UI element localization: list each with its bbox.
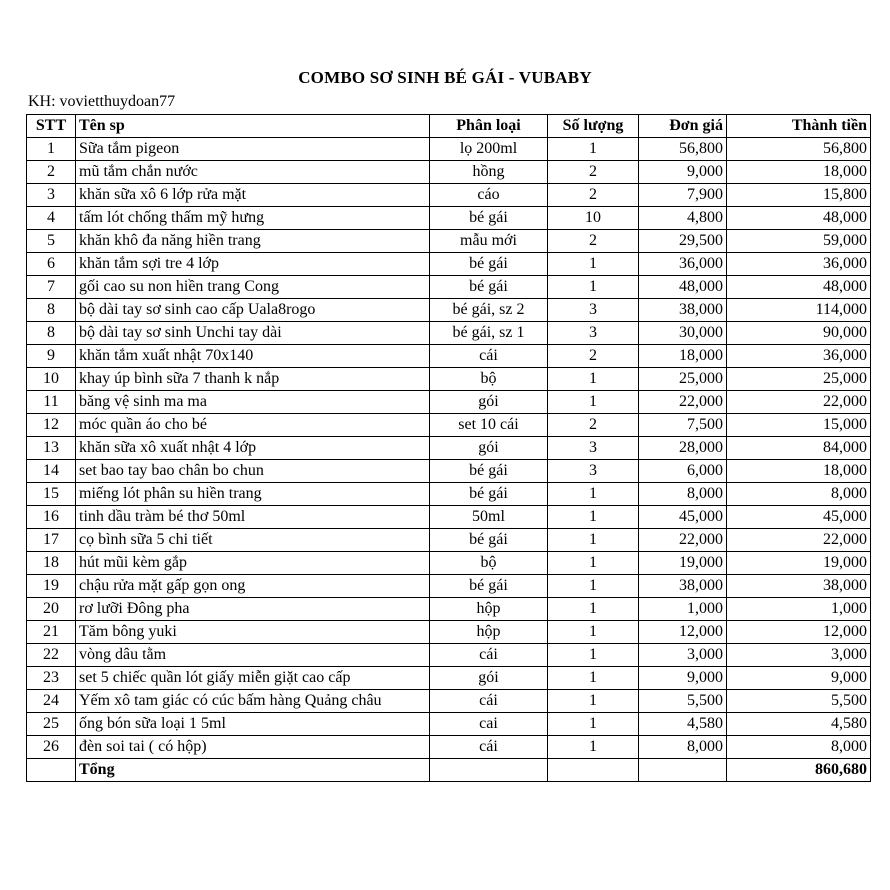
cell-unit-price: 38,000	[639, 299, 727, 322]
cell-variant: 50ml	[430, 506, 548, 529]
cell-variant: mẫu mới	[430, 230, 548, 253]
table-row	[27, 690, 871, 713]
cell-line-total: 8,000	[727, 483, 871, 506]
total-stt-cell	[27, 759, 76, 782]
cell-stt: 16	[27, 506, 76, 529]
cell-product-name: móc quần áo cho bé	[76, 414, 430, 437]
cell-unit-price: 4,580	[639, 713, 727, 736]
cell-line-total: 18,000	[727, 161, 871, 184]
cell-variant: bộ	[430, 368, 548, 391]
table-row	[27, 368, 871, 391]
cell-variant: cái	[430, 345, 548, 368]
cell-product-name: Yếm xô tam giác có cúc bấm hàng Quảng châu	[76, 690, 430, 713]
table-row	[27, 483, 871, 506]
cell-variant: gói	[430, 437, 548, 460]
cell-variant: set 10 cái	[430, 414, 548, 437]
cell-line-total: 45,000	[727, 506, 871, 529]
total-row	[27, 759, 871, 782]
cell-unit-price: 12,000	[639, 621, 727, 644]
table-row	[27, 621, 871, 644]
cell-quantity: 3	[548, 322, 639, 345]
cell-variant: gói	[430, 667, 548, 690]
cell-line-total: 59,000	[727, 230, 871, 253]
cell-variant: bé gái	[430, 460, 548, 483]
cell-line-total: 22,000	[727, 391, 871, 414]
table-row	[27, 667, 871, 690]
cell-line-total: 114,000	[727, 299, 871, 322]
cell-stt: 8	[27, 322, 76, 345]
cell-stt: 6	[27, 253, 76, 276]
cell-quantity: 1	[548, 368, 639, 391]
table-row	[27, 552, 871, 575]
cell-variant: cái	[430, 690, 548, 713]
cell-variant: bé gái	[430, 575, 548, 598]
cell-product-name: vòng dâu tằm	[76, 644, 430, 667]
table-row	[27, 575, 871, 598]
cell-stt: 14	[27, 460, 76, 483]
cell-product-name: Sữa tắm pigeon	[76, 138, 430, 161]
cell-line-total: 36,000	[727, 253, 871, 276]
cell-stt: 13	[27, 437, 76, 460]
cell-line-total: 19,000	[727, 552, 871, 575]
table-row	[27, 322, 871, 345]
cell-variant: bé gái	[430, 483, 548, 506]
cell-quantity: 2	[548, 161, 639, 184]
table-body	[27, 138, 871, 759]
table-row	[27, 506, 871, 529]
cell-quantity: 2	[548, 184, 639, 207]
cell-quantity: 2	[548, 414, 639, 437]
cell-unit-price: 56,800	[639, 138, 727, 161]
cell-stt: 1	[27, 138, 76, 161]
table-row	[27, 230, 871, 253]
cell-variant: hồng	[430, 161, 548, 184]
cell-unit-price: 8,000	[639, 736, 727, 759]
cell-line-total: 18,000	[727, 460, 871, 483]
cell-product-name: tấm lót chống thấm mỹ hưng	[76, 207, 430, 230]
cell-unit-price: 8,000	[639, 483, 727, 506]
cell-product-name: tinh dầu tràm bé thơ 50ml	[76, 506, 430, 529]
cell-quantity: 1	[548, 253, 639, 276]
cell-variant: cai	[430, 713, 548, 736]
table-row	[27, 736, 871, 759]
cell-product-name: khăn tắm sợi tre 4 lớp	[76, 253, 430, 276]
cell-stt: 26	[27, 736, 76, 759]
grand-total: 860,680	[727, 759, 871, 782]
table-row	[27, 299, 871, 322]
cell-line-total: 56,800	[727, 138, 871, 161]
cell-line-total: 48,000	[727, 276, 871, 299]
cell-variant: bé gái, sz 1	[430, 322, 548, 345]
cell-unit-price: 22,000	[639, 391, 727, 414]
cell-stt: 4	[27, 207, 76, 230]
table-row	[27, 713, 871, 736]
cell-unit-price: 28,000	[639, 437, 727, 460]
header-total: Thành tiền	[727, 115, 871, 138]
cell-line-total: 1,000	[727, 598, 871, 621]
cell-quantity: 1	[548, 598, 639, 621]
cell-product-name: băng vệ sinh ma ma	[76, 391, 430, 414]
cell-stt: 3	[27, 184, 76, 207]
cell-variant: gói	[430, 391, 548, 414]
cell-unit-price: 18,000	[639, 345, 727, 368]
cell-line-total: 3,000	[727, 644, 871, 667]
cell-product-name: ống bón sữa loại 1 5ml	[76, 713, 430, 736]
header-stt: STT	[27, 115, 76, 138]
cell-unit-price: 7,500	[639, 414, 727, 437]
cell-product-name: mũ tắm chắn nước	[76, 161, 430, 184]
total-label: Tổng	[76, 759, 430, 782]
cell-line-total: 9,000	[727, 667, 871, 690]
table-row	[27, 598, 871, 621]
cell-product-name: đèn soi tai ( có hộp)	[76, 736, 430, 759]
cell-line-total: 12,000	[727, 621, 871, 644]
cell-quantity: 2	[548, 230, 639, 253]
cell-product-name: khăn tắm xuất nhật 70x140	[76, 345, 430, 368]
cell-unit-price: 30,000	[639, 322, 727, 345]
cell-unit-price: 25,000	[639, 368, 727, 391]
cell-unit-price: 29,500	[639, 230, 727, 253]
cell-line-total: 8,000	[727, 736, 871, 759]
cell-unit-price: 5,500	[639, 690, 727, 713]
cell-variant: bé gái, sz 2	[430, 299, 548, 322]
cell-line-total: 4,580	[727, 713, 871, 736]
cell-stt: 5	[27, 230, 76, 253]
cell-product-name: set bao tay bao chân bo chun	[76, 460, 430, 483]
cell-stt: 23	[27, 667, 76, 690]
cell-product-name: Tăm bông yuki	[76, 621, 430, 644]
cell-quantity: 1	[548, 483, 639, 506]
cell-quantity: 10	[548, 207, 639, 230]
cell-product-name: hút mũi kèm gắp	[76, 552, 430, 575]
cell-quantity: 1	[548, 552, 639, 575]
table-row	[27, 391, 871, 414]
cell-product-name: khay úp bình sữa 7 thanh k nắp	[76, 368, 430, 391]
cell-stt: 20	[27, 598, 76, 621]
cell-product-name: bộ dài tay sơ sinh cao cấp Uala8rogo	[76, 299, 430, 322]
cell-quantity: 1	[548, 690, 639, 713]
cell-quantity: 1	[548, 713, 639, 736]
cell-variant: hộp	[430, 598, 548, 621]
document-title: COMBO SƠ SINH BÉ GÁI - VUBABY	[298, 68, 592, 87]
cell-variant: bé gái	[430, 253, 548, 276]
cell-stt: 19	[27, 575, 76, 598]
cell-quantity: 1	[548, 391, 639, 414]
cell-line-total: 15,800	[727, 184, 871, 207]
header-type: Phân loại	[430, 115, 548, 138]
cell-variant: cái	[430, 644, 548, 667]
cell-line-total: 84,000	[727, 437, 871, 460]
table-row	[27, 207, 871, 230]
cell-stt: 12	[27, 414, 76, 437]
table-row	[27, 345, 871, 368]
cell-stt: 8	[27, 299, 76, 322]
cell-unit-price: 9,000	[639, 161, 727, 184]
cell-unit-price: 22,000	[639, 529, 727, 552]
cell-variant: bé gái	[430, 207, 548, 230]
cell-quantity: 1	[548, 529, 639, 552]
cell-product-name: khăn sữa xô 6 lớp rửa mặt	[76, 184, 430, 207]
table-row	[27, 460, 871, 483]
cell-unit-price: 4,800	[639, 207, 727, 230]
table-row	[27, 414, 871, 437]
cell-variant: lọ 200ml	[430, 138, 548, 161]
cell-quantity: 1	[548, 138, 639, 161]
cell-quantity: 1	[548, 575, 639, 598]
cell-unit-price: 3,000	[639, 644, 727, 667]
cell-line-total: 22,000	[727, 529, 871, 552]
cell-variant: bé gái	[430, 529, 548, 552]
cell-stt: 10	[27, 368, 76, 391]
cell-unit-price: 6,000	[639, 460, 727, 483]
cell-stt: 18	[27, 552, 76, 575]
cell-line-total: 90,000	[727, 322, 871, 345]
table-header-row	[27, 115, 871, 138]
cell-quantity: 1	[548, 644, 639, 667]
total-qty-cell	[548, 759, 639, 782]
cell-product-name: chậu rửa mặt gấp gọn ong	[76, 575, 430, 598]
cell-product-name: set 5 chiếc quần lót giấy miễn giặt cao cấp	[76, 667, 430, 690]
cell-stt: 15	[27, 483, 76, 506]
cell-variant: hộp	[430, 621, 548, 644]
cell-stt: 25	[27, 713, 76, 736]
cell-product-name: gối cao su non hiền trang Cong	[76, 276, 430, 299]
cell-unit-price: 36,000	[639, 253, 727, 276]
cell-quantity: 1	[548, 276, 639, 299]
header-name: Tên sp	[76, 115, 430, 138]
cell-variant: cáo	[430, 184, 548, 207]
cell-unit-price: 1,000	[639, 598, 727, 621]
cell-quantity: 1	[548, 736, 639, 759]
order-table	[26, 114, 871, 782]
cell-unit-price: 9,000	[639, 667, 727, 690]
cell-product-name: miếng lót phân su hiền trang	[76, 483, 430, 506]
cell-quantity: 1	[548, 621, 639, 644]
cell-variant: bé gái	[430, 276, 548, 299]
cell-line-total: 25,000	[727, 368, 871, 391]
cell-stt: 24	[27, 690, 76, 713]
cell-variant: cái	[430, 736, 548, 759]
cell-stt: 17	[27, 529, 76, 552]
cell-stt: 11	[27, 391, 76, 414]
table-row	[27, 529, 871, 552]
cell-product-name: rơ lưỡi Đông pha	[76, 598, 430, 621]
customer-label: KH: vovietthuydoan77	[28, 93, 176, 110]
cell-unit-price: 45,000	[639, 506, 727, 529]
cell-unit-price: 48,000	[639, 276, 727, 299]
header-qty: Số lượng	[548, 115, 639, 138]
cell-stt: 21	[27, 621, 76, 644]
cell-line-total: 5,500	[727, 690, 871, 713]
cell-stt: 9	[27, 345, 76, 368]
cell-line-total: 38,000	[727, 575, 871, 598]
cell-line-total: 15,000	[727, 414, 871, 437]
cell-quantity: 3	[548, 437, 639, 460]
cell-quantity: 3	[548, 460, 639, 483]
total-price-cell	[639, 759, 727, 782]
cell-line-total: 48,000	[727, 207, 871, 230]
table-row	[27, 138, 871, 161]
cell-quantity: 1	[548, 506, 639, 529]
table-row	[27, 644, 871, 667]
cell-quantity: 3	[548, 299, 639, 322]
cell-product-name: khăn khô đa năng hiền trang	[76, 230, 430, 253]
cell-stt: 2	[27, 161, 76, 184]
cell-unit-price: 7,900	[639, 184, 727, 207]
table-row	[27, 253, 871, 276]
cell-product-name: khăn sữa xô xuất nhật 4 lớp	[76, 437, 430, 460]
total-type-cell	[430, 759, 548, 782]
cell-quantity: 2	[548, 345, 639, 368]
table-row	[27, 161, 871, 184]
cell-line-total: 36,000	[727, 345, 871, 368]
cell-product-name: bộ dài tay sơ sinh Unchi tay dài	[76, 322, 430, 345]
cell-unit-price: 38,000	[639, 575, 727, 598]
cell-product-name: cọ bình sữa 5 chi tiết	[76, 529, 430, 552]
table-row	[27, 276, 871, 299]
table-row	[27, 184, 871, 207]
cell-stt: 7	[27, 276, 76, 299]
header-price: Đơn giá	[639, 115, 727, 138]
table-row	[27, 437, 871, 460]
cell-variant: bộ	[430, 552, 548, 575]
cell-stt: 22	[27, 644, 76, 667]
cell-quantity: 1	[548, 667, 639, 690]
cell-unit-price: 19,000	[639, 552, 727, 575]
